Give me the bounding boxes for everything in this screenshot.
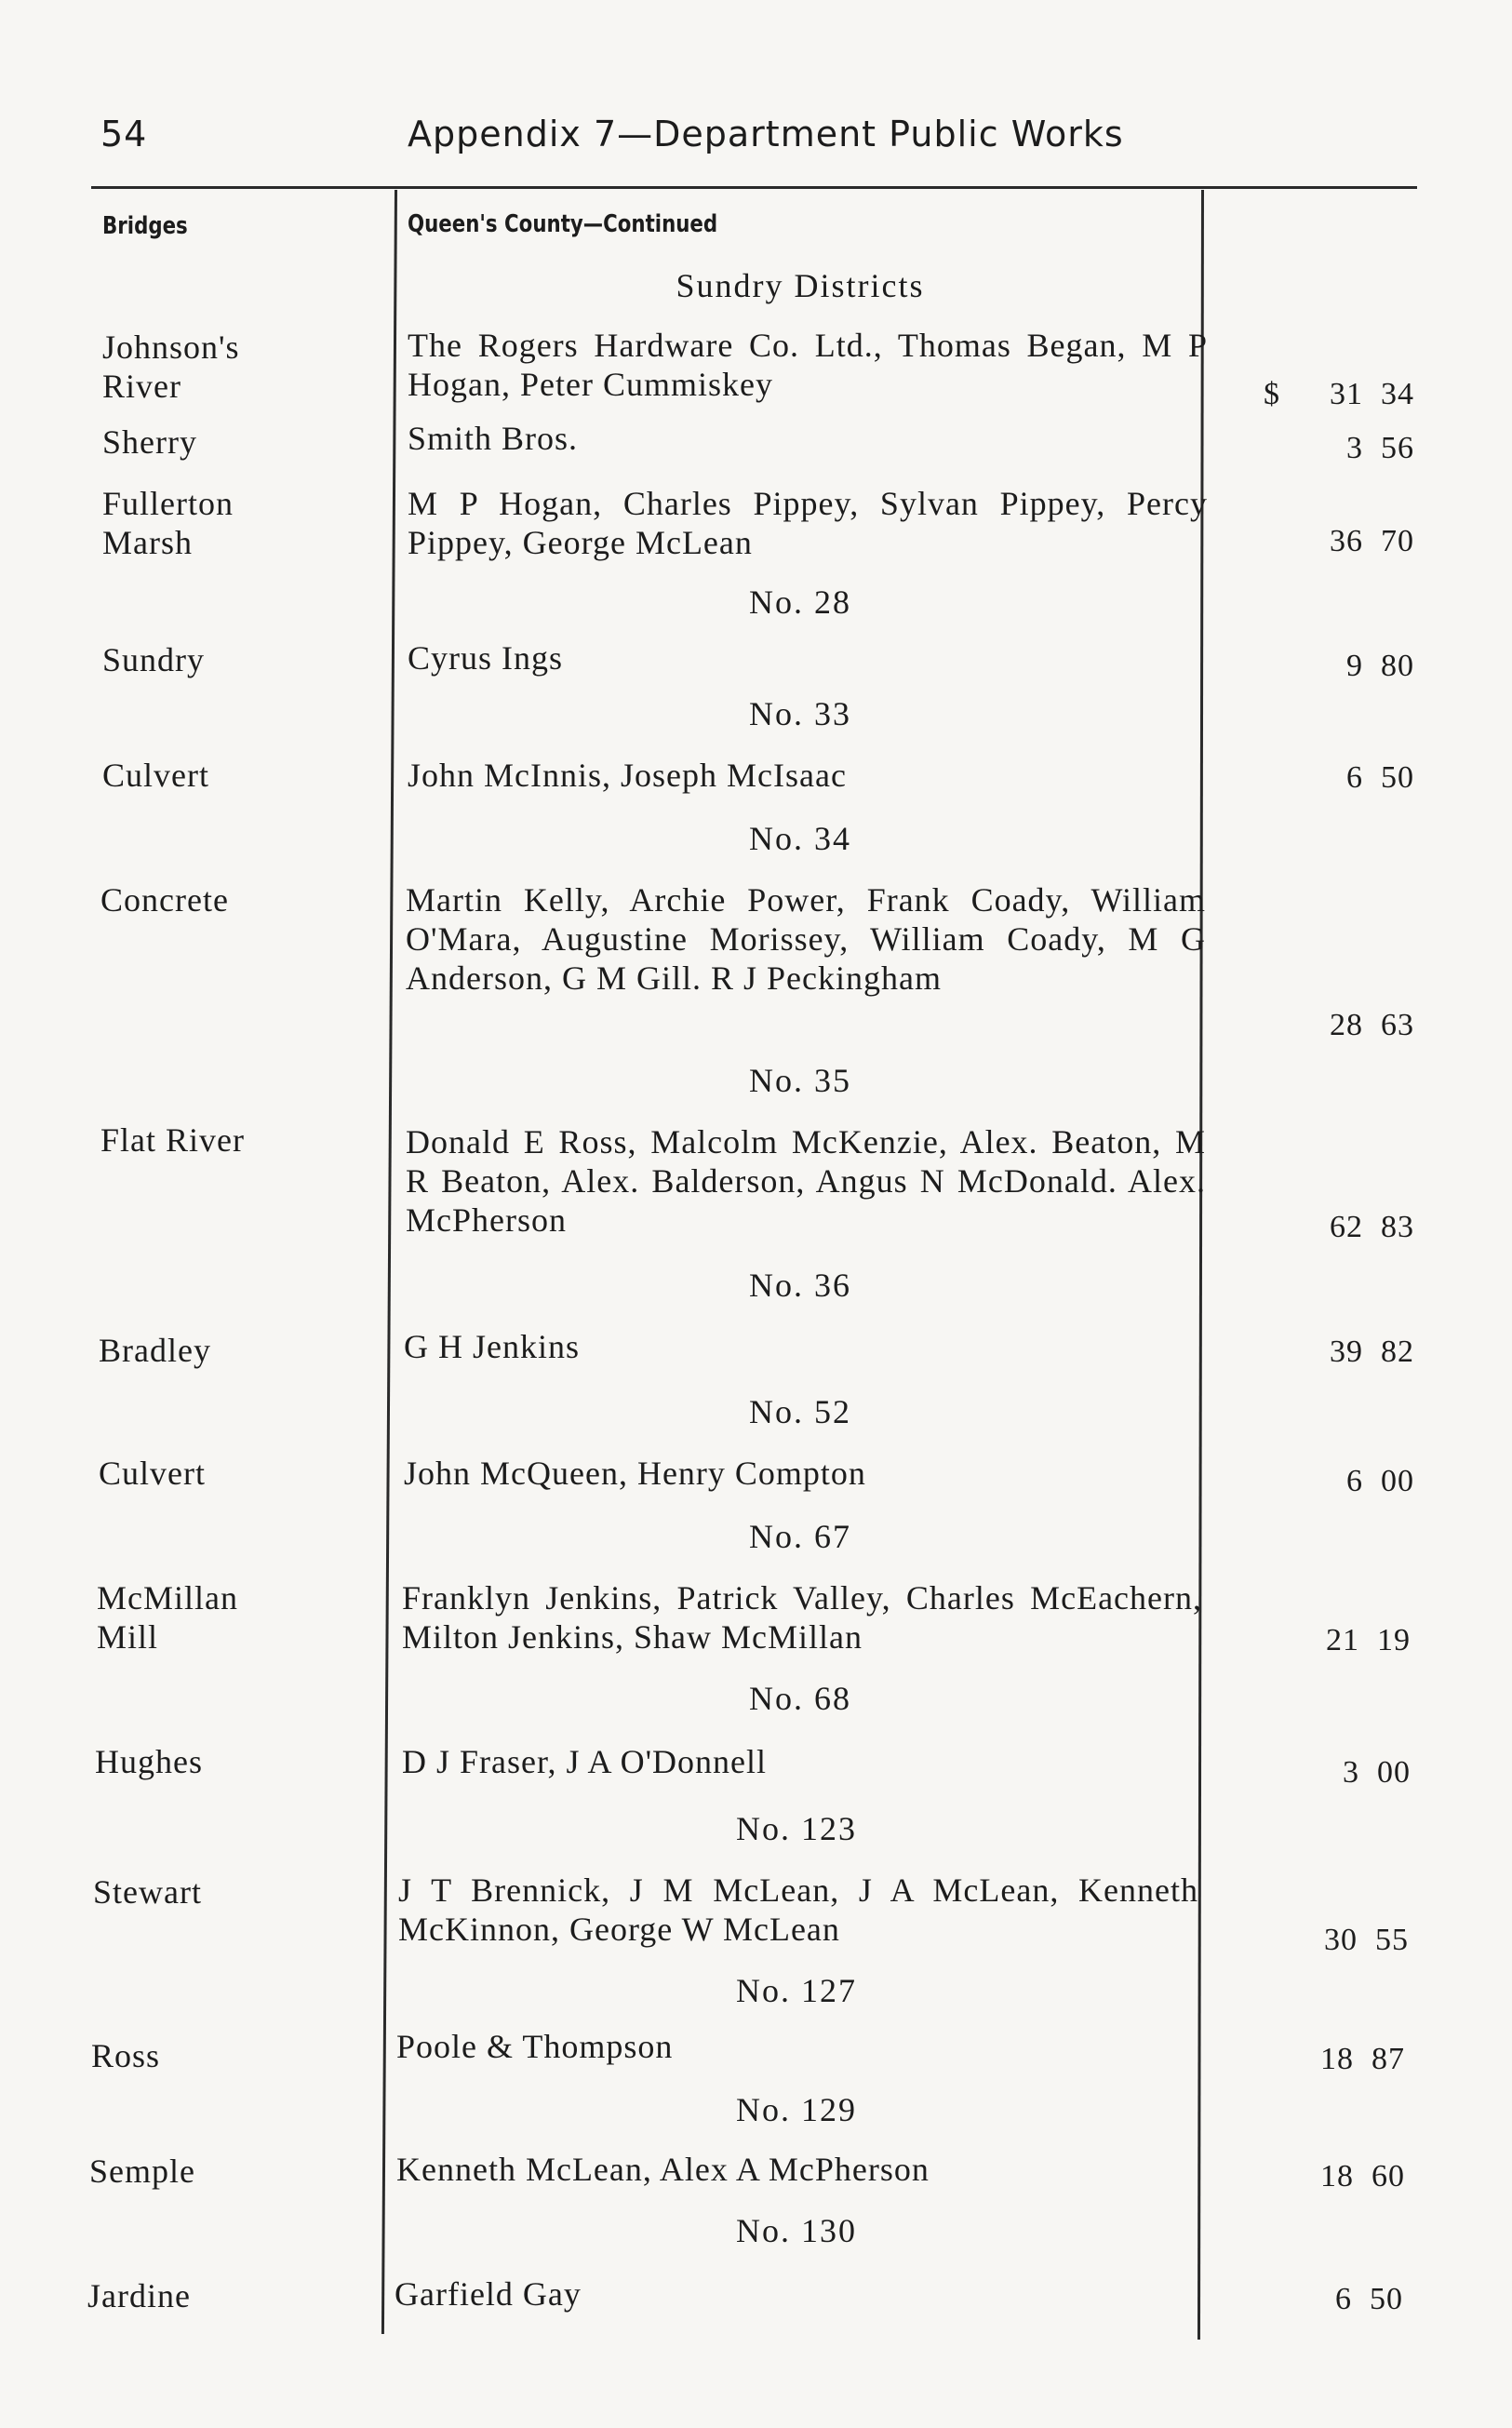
header-rule: [91, 186, 1417, 189]
amount: 18 60: [1320, 2159, 1405, 2193]
district-heading: No. 35: [749, 1062, 851, 1099]
district-heading: No. 34: [749, 820, 851, 857]
amount: 6 00: [1346, 1464, 1414, 1498]
bridge-name: Stewart: [93, 1873, 202, 1911]
amount: 21 19: [1326, 1623, 1411, 1657]
bridge-name: Fullerton Marsh: [102, 485, 234, 561]
bridge-name: Ross: [91, 2037, 161, 2074]
contractor-names: Donald E Ross, Malcolm McKenzie, Alex. Beaton, M R Beaton, Alex. Balderson, Angus N McDonald. Alex. McPherson: [406, 1123, 1206, 1239]
contractor-names: Poole & Thompson: [396, 2028, 674, 2065]
contractor-names: Cyrus Ings: [408, 639, 564, 677]
amount: 9 80: [1346, 649, 1414, 683]
bridge-name: Sundry: [102, 641, 206, 678]
amount: 36 70: [1330, 524, 1414, 558]
amount: 31 34: [1330, 377, 1414, 411]
district-heading: No. 28: [749, 584, 851, 621]
bridge-name: Hughes: [95, 1743, 203, 1780]
contractor-names: The Rogers Hardware Co. Ltd., Thomas Began, M P Hogan, Peter Cummiskey: [408, 327, 1208, 403]
running-title: Appendix 7—Department Public Works: [408, 114, 1124, 154]
district-heading: No. 129: [736, 2091, 857, 2128]
bridge-name: Culvert: [99, 1455, 206, 1492]
amount: 6 50: [1335, 2282, 1403, 2316]
amount: 3 00: [1343, 1755, 1411, 1790]
bridge-name: Concrete: [100, 881, 229, 919]
district-heading: No. 123: [736, 1810, 857, 1847]
amount: 30 55: [1324, 1923, 1409, 1957]
page-number: 54: [100, 114, 148, 154]
contractor-names: Martin Kelly, Archie Power, Frank Coady, William O'Mara, Augustine Morissey, William Coady, M G Anderson, G M Gill. R J Peckingham: [406, 881, 1206, 997]
district-heading: Sundry Districts: [676, 267, 925, 304]
contractor-names: Smith Bros.: [408, 420, 579, 457]
bridge-name: Semple: [89, 2153, 195, 2190]
contractor-names: John McQueen, Henry Compton: [404, 1455, 866, 1492]
bridge-name: Bradley: [99, 1332, 211, 1369]
amount: 3 56: [1346, 431, 1414, 465]
district-heading: No. 130: [736, 2212, 857, 2249]
bridge-name: Culvert: [102, 757, 209, 794]
contractor-names: J T Brennick, J M McLean, J A McLean, Kenneth McKinnon, George W McLean: [398, 1871, 1198, 1948]
dollar-sign: $: [1264, 377, 1279, 411]
district-heading: No. 52: [749, 1393, 851, 1430]
bridge-name: Johnson's River: [102, 329, 240, 405]
bridge-name: McMillan Mill: [97, 1579, 238, 1656]
bridge-name: Flat River: [100, 1121, 245, 1159]
bridge-name: Jardine: [87, 2277, 191, 2314]
district-heading: No. 68: [749, 1680, 851, 1717]
bridge-name: Sherry: [102, 423, 197, 461]
district-heading: No. 67: [749, 1518, 851, 1555]
contractor-names: Franklyn Jenkins, Patrick Valley, Charles McEachern, Milton Jenkins, Shaw McMillan: [402, 1579, 1202, 1656]
district-heading: No. 33: [749, 695, 851, 732]
contractor-names: Garfield Gay: [395, 2275, 582, 2313]
contractor-names: D J Fraser, J A O'Donnell: [402, 1743, 768, 1780]
amount: 6 50: [1346, 760, 1414, 795]
district-heading: No. 36: [749, 1267, 851, 1304]
bridges-column-header: Bridges: [102, 212, 188, 240]
contractor-names: Kenneth McLean, Alex A McPherson: [396, 2151, 930, 2188]
amount: 62 83: [1330, 1210, 1414, 1244]
contractor-names: John McInnis, Joseph McIsaac: [408, 757, 847, 794]
amount: 28 63: [1330, 1008, 1414, 1042]
district-heading: No. 127: [736, 1972, 857, 2009]
contractor-names: M P Hogan, Charles Pippey, Sylvan Pippey, Percy Pippey, George McLean: [408, 485, 1208, 561]
contractor-names: G H Jenkins: [404, 1328, 580, 1365]
amount: 39 82: [1330, 1335, 1414, 1369]
county-column-header: Queen's County—Continued: [408, 210, 718, 238]
amount: 18 87: [1320, 2042, 1405, 2076]
